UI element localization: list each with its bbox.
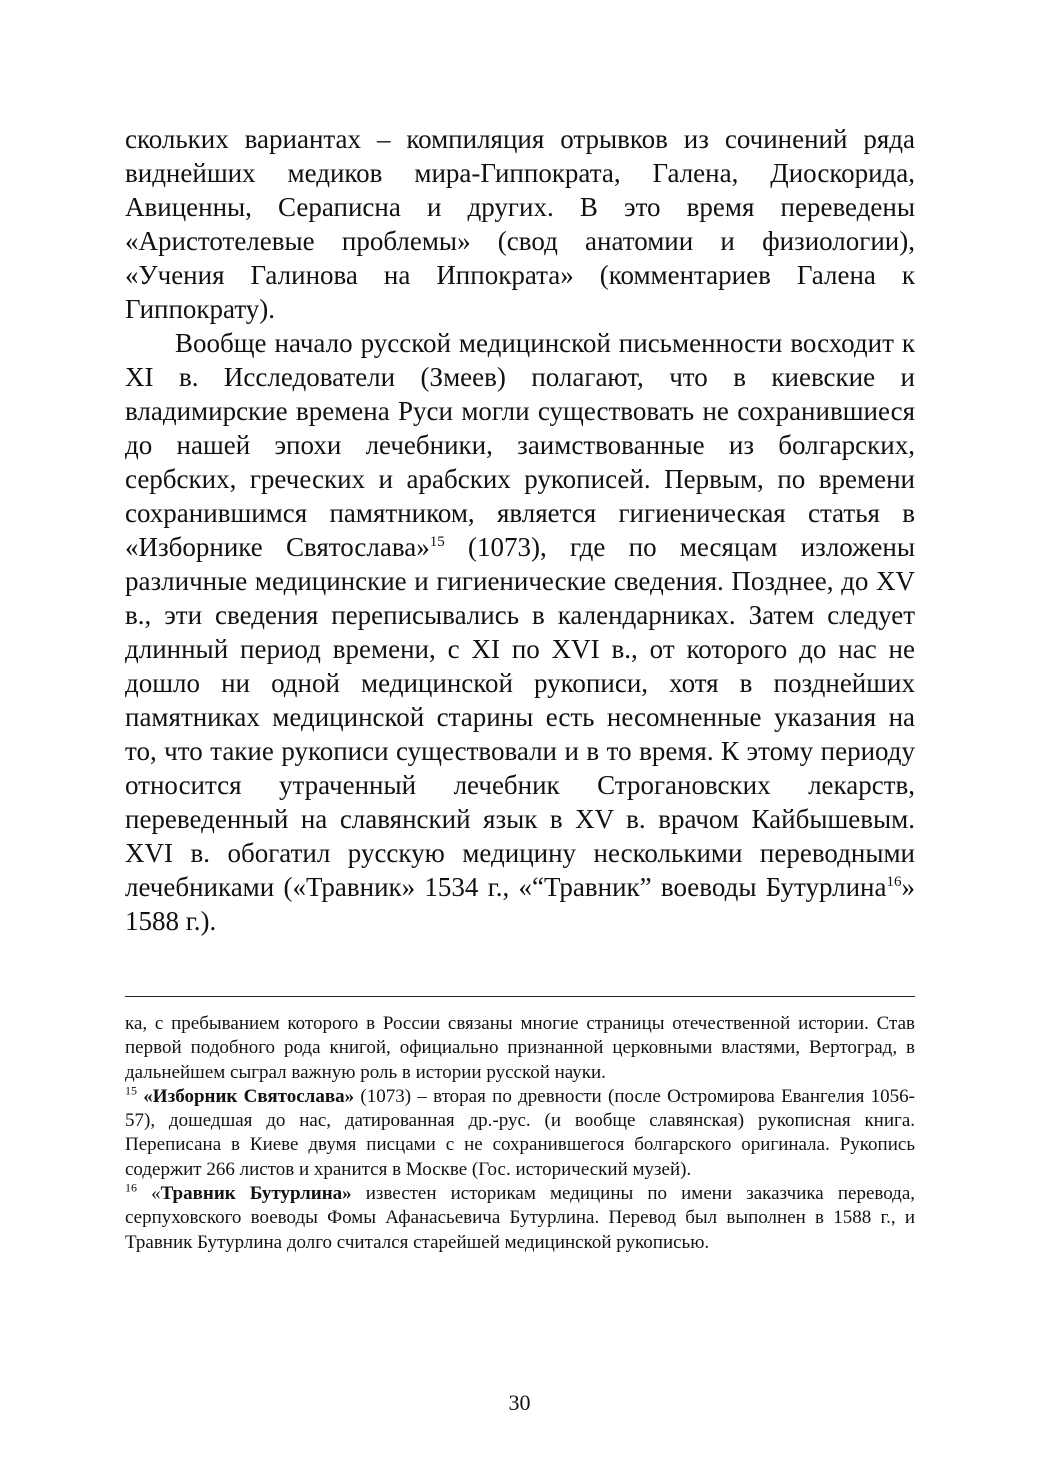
footnote-16-open-quote: « xyxy=(151,1183,161,1205)
main-text xyxy=(125,122,915,938)
footnotes xyxy=(125,1012,915,1255)
footnote-16 xyxy=(125,1182,915,1255)
footnote-15-title: «Изборник Святослава» xyxy=(143,1085,355,1107)
footnote-ref-16[interactable]: 16 xyxy=(886,874,902,890)
footnote-divider xyxy=(125,996,915,997)
footnote-15-number: 15 xyxy=(125,1083,137,1098)
paragraph-2-part-3: » 1588 г.). xyxy=(125,872,915,936)
page-number: 30 xyxy=(508,1390,531,1415)
footnote-ref-15[interactable]: 15 xyxy=(429,534,445,550)
paragraph-2-part-2: (1073), где по месяцам изложены различные медицинские и гигиенические сведения. Позднее, до XV в., эти сведения переписывались в календарниках. Затем следует длинный период времени, с XI по XVI в., от которого до нас не дошло ни одной медицинской рукописи, хотя в позднейших памятниках медицинской старины есть несомненные указания на то, что такие рукописи существовали и в то время. К этому периоду относится утраченный лечебник Строгановских лекарств, переведенный на славянский язык в XV в. врачом Кайбышевым. XVI в. обогатил русскую медицину несколькими переводными лечебниками («Травник» 1534 г., «“Травник” воеводы Бутурлина xyxy=(125,532,916,902)
footnote-16-number: 16 xyxy=(125,1180,137,1195)
footnote-continuation: ка, с пребыванием которого в России связаны многие страницы отечественной истории. Став первой подобного рода книгой, официально признанной церковными властями, Вертоград, в дальнейшем сыграл важную роль в истории русской науки. xyxy=(125,1013,915,1083)
footnote-16-text: известен историкам медицины по имени заказчика перевода, серпуховского воеводы Фомы Афанасьевича Бутурлина. Перевод был выполнен в 1588 г., и Травник Бутурлина долго считался старейшей медицинской рукописью. xyxy=(125,1183,916,1253)
paragraph-2 xyxy=(125,326,915,938)
footnote-15 xyxy=(125,1085,915,1182)
paragraph-1: скольких вариантах – компиляция отрывков из сочинений ряда виднейших медиков мира-Гиппократа, Галена, Диоскорида, Авиценны, Сераписна и других. В это время переведены «Аристотелевые проблемы» (свод анатомии и физиологии), «Учения Галинова на Иппократа» (комментариев Галена к Гиппократу). xyxy=(125,124,915,324)
footnote-15-text: (1073) – вторая по древности (после Остромирова Евангелия 1056-57), дошедшая до нас, датированная др.-рус. (и вообще славянская) рукописная книга. Переписана в Киеве двумя писцами с не сохранившегося болгарского оригинала. Рукопись содержит 266 листов и хранится в Москве (Гос. исторический музей). xyxy=(125,1085,915,1180)
paragraph-2-part-1: Вообще начало русской медицинской письменности восходит к XI в. Исследователи (Змеев) полагают, что в киевские и владимирские времена Руси могли существовать не сохранившиеся до нашей эпохи лечебники, заимствованные из болгарских, сербских, греческих и арабских рукописей. Первым, по времени сохранившимся памятником, является гигиеническая статья в «Изборнике Святослава» xyxy=(125,328,915,562)
footnote-16-title: Травник Бутурлина» xyxy=(160,1183,352,1205)
